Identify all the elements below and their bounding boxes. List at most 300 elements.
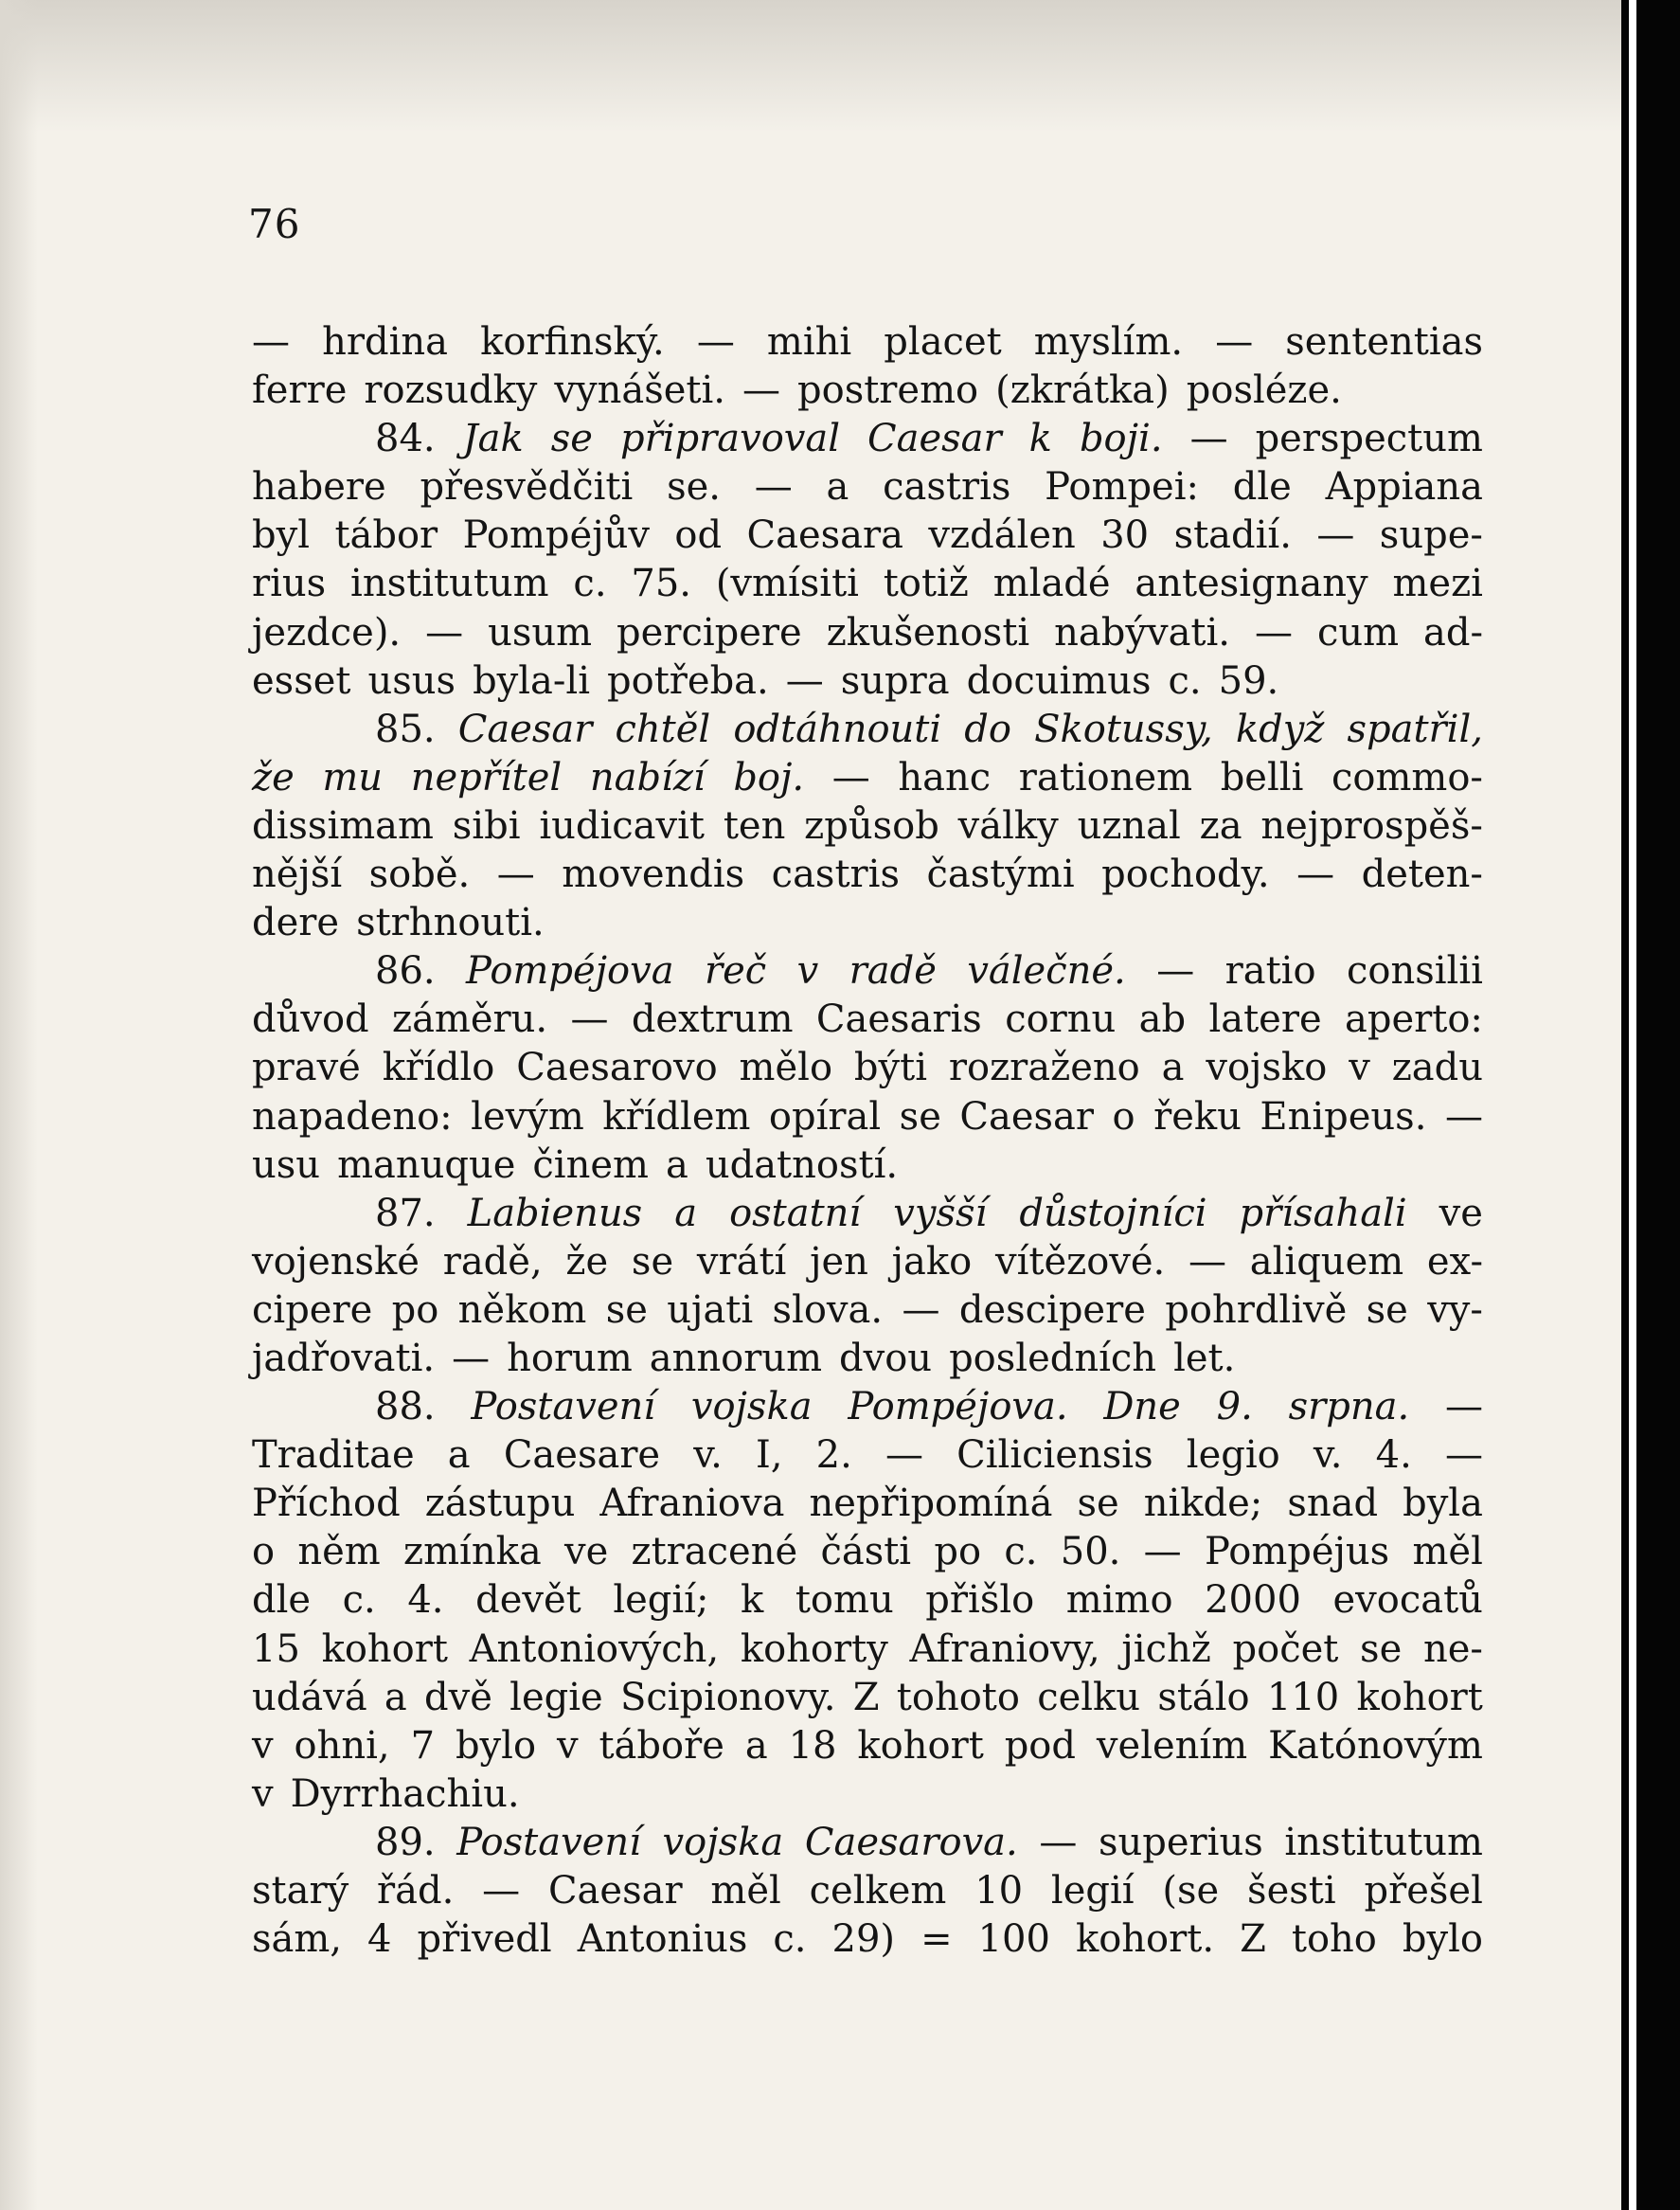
word: Z: [852, 1675, 880, 1719]
word: zkušenosti: [826, 610, 1030, 655]
word: Traditae: [252, 1433, 415, 1478]
word: evocatů: [1332, 1578, 1483, 1623]
word: činem: [532, 1142, 649, 1187]
text-line: [252, 367, 1483, 415]
word: —: [1444, 1094, 1483, 1139]
word: Antoniových,: [469, 1626, 720, 1671]
word: —: [1444, 1385, 1483, 1429]
word: chtěl: [615, 707, 711, 751]
word: devět: [475, 1578, 581, 1623]
word: —: [482, 1869, 521, 1913]
word: do: [964, 707, 1011, 751]
word: křídlo: [382, 1046, 495, 1090]
word: Scipionovy.: [619, 1675, 836, 1719]
word: měl: [710, 1869, 781, 1913]
word: strhnouti.: [356, 901, 545, 945]
word: rationem: [1018, 755, 1193, 800]
word: superius: [1098, 1820, 1263, 1864]
word: Postavení: [456, 1820, 641, 1864]
word: kohort: [1356, 1675, 1483, 1719]
word: rozsudky: [364, 368, 538, 413]
word: bylo: [1402, 1917, 1483, 1962]
word: stadií.: [1173, 513, 1292, 558]
text-line: [252, 415, 1483, 463]
word: vyšší: [893, 1191, 988, 1235]
word: záměru.: [392, 997, 548, 1042]
word: Pompéjův: [462, 513, 650, 558]
word: c.: [573, 562, 607, 606]
word: Caesar: [457, 707, 593, 751]
word: ratio: [1224, 949, 1316, 994]
text-line: [252, 657, 1483, 706]
word: institutum: [350, 562, 549, 606]
text-line: [252, 899, 1483, 947]
word: křídlem: [602, 1094, 751, 1139]
word: radě: [849, 949, 937, 994]
word: commo-: [1331, 755, 1483, 800]
word: byl: [252, 513, 310, 558]
word: Afraniovy,: [909, 1626, 1100, 1671]
word: Pompei:: [1045, 465, 1199, 510]
word: —: [1039, 1820, 1078, 1864]
word: —: [425, 610, 464, 655]
word: I,: [756, 1433, 783, 1478]
word: Appiana: [1325, 465, 1483, 510]
word: Caesar: [867, 417, 1002, 461]
word: způsob: [804, 803, 939, 848]
word: c.: [1168, 658, 1202, 703]
word: Caesaris: [815, 997, 982, 1042]
word: nejprospěš-: [1260, 803, 1483, 848]
word: tábor: [334, 513, 438, 558]
text-line: [252, 318, 1483, 367]
word: přivedl: [417, 1917, 552, 1962]
word: c.: [342, 1578, 376, 1623]
word: mihi: [766, 320, 852, 364]
word: se: [605, 1287, 648, 1332]
word: velením: [1096, 1723, 1248, 1768]
word: movendis: [562, 853, 745, 897]
word: kohort: [321, 1626, 448, 1671]
word: nabízí: [589, 755, 706, 800]
word: Enipeus.: [1260, 1094, 1427, 1139]
word: descipere: [958, 1287, 1146, 1332]
text-line: [252, 609, 1483, 657]
word: Pompéjova.: [848, 1385, 1068, 1429]
word: 2.: [815, 1433, 852, 1478]
word: dere: [252, 901, 340, 945]
text-line: [252, 1480, 1483, 1528]
word: docuimus: [966, 658, 1152, 703]
word: někom: [457, 1287, 587, 1332]
word: manuque: [337, 1142, 516, 1187]
text-line: [252, 706, 1483, 754]
word: válečné.: [967, 949, 1126, 994]
text-line: [252, 1190, 1483, 1238]
word: rozraženo: [948, 1046, 1140, 1090]
word: Postavení: [471, 1385, 656, 1429]
word: 59.: [1218, 658, 1279, 703]
word: tohoto: [896, 1675, 1020, 1719]
word: —: [1296, 853, 1335, 897]
word: ve: [563, 1530, 609, 1574]
word: hanc: [898, 755, 992, 800]
word: snad: [1287, 1482, 1379, 1526]
word: —: [742, 368, 780, 413]
word: 89.: [375, 1820, 436, 1864]
word: usus: [367, 658, 456, 703]
word: pod: [1004, 1723, 1076, 1768]
word: 4.: [407, 1578, 444, 1623]
word: Dyrrhachiu.: [290, 1771, 520, 1816]
text-line: [252, 1867, 1483, 1915]
word: ujati: [667, 1287, 754, 1332]
word: aperto:: [1345, 997, 1483, 1042]
word: v: [556, 1723, 579, 1768]
word: dle: [1232, 465, 1292, 510]
text-line: [252, 1238, 1483, 1286]
word: dvě: [424, 1675, 492, 1719]
word: srpna.: [1288, 1385, 1410, 1429]
word: iudicavit: [539, 803, 705, 848]
word: dle: [252, 1578, 312, 1623]
word: Caesarova.: [804, 1820, 1018, 1864]
word: se: [1366, 1287, 1408, 1332]
word: jadřovati.: [252, 1336, 436, 1380]
word: —: [1215, 320, 1254, 364]
word: —: [1316, 513, 1355, 558]
text-line: [252, 1722, 1483, 1770]
word: se: [1077, 1482, 1119, 1526]
body-text: [252, 318, 1483, 1964]
word: mu: [322, 755, 384, 800]
word: let.: [1173, 1336, 1236, 1380]
word: ohni,: [294, 1723, 390, 1768]
word: vrátí: [696, 1239, 787, 1284]
word: sibi: [452, 803, 521, 848]
word: —: [831, 755, 870, 800]
word: 18: [788, 1723, 837, 1768]
word: mělo: [739, 1046, 833, 1090]
word: a: [1161, 1046, 1185, 1090]
word: zástupu: [424, 1482, 576, 1526]
word: se: [631, 1239, 674, 1284]
word: častými: [926, 853, 1075, 897]
word: ostatní: [729, 1191, 862, 1235]
word: korfinský.: [480, 320, 665, 364]
word: války: [957, 803, 1059, 848]
text-line: [252, 463, 1483, 512]
word: důstojníci: [1019, 1191, 1207, 1235]
word: pohrdlivě: [1165, 1287, 1348, 1332]
word: Caesara: [746, 513, 903, 558]
word: legio: [1186, 1433, 1280, 1478]
text-line: [252, 1383, 1483, 1431]
word: řád.: [377, 1869, 455, 1913]
word: mezi: [1392, 562, 1483, 606]
word: —: [902, 1287, 940, 1332]
word: že: [252, 755, 295, 800]
word: antesignany: [1135, 562, 1368, 606]
word: kohort.: [1075, 1917, 1215, 1962]
word: přešel: [1364, 1869, 1483, 1913]
word: táboře: [599, 1723, 724, 1768]
word: napadeno:: [252, 1094, 453, 1139]
word: udává: [252, 1675, 367, 1719]
word: slova.: [772, 1287, 884, 1332]
word: 110: [1266, 1675, 1340, 1719]
word: hrdina: [322, 320, 448, 364]
word: ne-: [1422, 1626, 1483, 1671]
text-line: [252, 512, 1483, 560]
word: —: [252, 320, 290, 364]
word: (vmísiti: [715, 562, 859, 606]
word: počet: [1232, 1626, 1339, 1671]
text-line: [252, 947, 1483, 996]
word: vojenské: [252, 1239, 420, 1284]
word: Příchod: [252, 1482, 401, 1526]
word: Labienus: [467, 1191, 643, 1235]
word: Caesarovo: [516, 1046, 718, 1090]
text-line: [252, 1335, 1483, 1383]
word: Pompéjova: [466, 949, 674, 994]
word: usum: [488, 610, 593, 655]
word: —: [696, 320, 735, 364]
word: —: [1156, 949, 1195, 994]
word: stálo: [1157, 1675, 1250, 1719]
word: belli: [1220, 755, 1304, 800]
text-line: [252, 1044, 1483, 1092]
word: se: [1360, 1626, 1403, 1671]
word: —: [785, 658, 824, 703]
word: býti: [853, 1046, 927, 1090]
word: 50.: [1060, 1530, 1121, 1574]
word: totiž: [883, 562, 969, 606]
word: a: [826, 465, 849, 510]
word: části: [820, 1530, 912, 1574]
word: že: [565, 1239, 609, 1284]
word: od: [674, 513, 723, 558]
word: nepřipomíná: [809, 1482, 1053, 1526]
word: dissimam: [252, 803, 434, 848]
word: 15: [252, 1626, 300, 1671]
word: zmínka: [403, 1530, 542, 1574]
word: aliquem: [1249, 1239, 1404, 1284]
word: deten-: [1361, 853, 1483, 897]
word: —: [570, 997, 609, 1042]
word: boji.: [1079, 417, 1163, 461]
word: se: [550, 417, 593, 461]
word: (zkrátka): [995, 368, 1170, 413]
word: levým: [471, 1094, 584, 1139]
word: Katónovým: [1268, 1723, 1483, 1768]
word: bylo: [455, 1723, 537, 1768]
word: —: [1444, 1433, 1483, 1478]
word: byla-li: [473, 658, 591, 703]
word: spatřil,: [1347, 707, 1483, 751]
word: toho: [1291, 1917, 1377, 1962]
word: připravoval: [620, 417, 841, 461]
word: Ciliciensis: [956, 1433, 1153, 1478]
word: mimo: [1065, 1578, 1173, 1623]
word: perspectum: [1255, 417, 1483, 461]
word: Caesar: [547, 1869, 683, 1913]
word: 84.: [375, 417, 436, 461]
word: consilii: [1346, 949, 1483, 994]
word: Caesare: [503, 1433, 661, 1478]
word: jen: [810, 1239, 868, 1284]
word: placet: [884, 320, 1002, 364]
word: něm: [297, 1530, 381, 1574]
word: udatností.: [705, 1142, 899, 1187]
word: 100: [977, 1917, 1050, 1962]
word: c.: [1004, 1530, 1038, 1574]
word: celkem: [809, 1869, 947, 1913]
text-line: [252, 1141, 1483, 1190]
word: ve: [1439, 1191, 1483, 1235]
word: k: [1028, 417, 1052, 461]
word: mladé: [992, 562, 1111, 606]
word: 9.: [1216, 1385, 1253, 1429]
word: supe-: [1379, 513, 1483, 558]
word: za: [1199, 803, 1242, 848]
word: dextrum: [631, 997, 794, 1042]
text-line: [252, 1819, 1483, 1867]
word: Pompéjus: [1204, 1530, 1390, 1574]
word: a: [674, 1191, 698, 1235]
word: ztracené: [631, 1530, 798, 1574]
text-line: [252, 996, 1483, 1044]
word: posledních: [949, 1336, 1157, 1380]
word: Afraniova: [599, 1482, 785, 1526]
word: po: [934, 1530, 982, 1574]
word: usu: [252, 1142, 321, 1187]
word: 30: [1100, 513, 1150, 558]
word: Z: [1240, 1917, 1266, 1962]
text-line: [252, 1528, 1483, 1576]
text-line: [252, 1674, 1483, 1722]
word: uznal: [1077, 803, 1181, 848]
word: tomu: [795, 1578, 894, 1623]
word: důvod: [252, 997, 369, 1042]
page-number: 76: [248, 201, 301, 247]
word: v: [252, 1723, 274, 1768]
word: opíral: [768, 1094, 882, 1139]
text-line: [252, 1770, 1483, 1819]
word: —: [754, 465, 793, 510]
word: vojska: [662, 1820, 784, 1864]
word: jezdce).: [252, 610, 402, 655]
word: 4.: [1375, 1433, 1412, 1478]
word: a: [447, 1433, 471, 1478]
word: cornu: [1005, 997, 1117, 1042]
text-line: [252, 802, 1483, 851]
word: o: [1112, 1094, 1135, 1139]
word: vynášeti.: [554, 368, 725, 413]
word: (se: [1162, 1869, 1220, 1913]
word: v: [1349, 1046, 1370, 1090]
word: v.: [693, 1433, 723, 1478]
word: přesvědčiti: [420, 465, 634, 510]
word: vzdálen: [928, 513, 1076, 558]
word: ex-: [1426, 1239, 1483, 1284]
word: esset: [252, 658, 351, 703]
word: a: [384, 1675, 407, 1719]
text-line: [252, 1915, 1483, 1964]
word: řeku: [1153, 1094, 1242, 1139]
word: boj.: [733, 755, 805, 800]
word: zadu: [1391, 1046, 1483, 1090]
word: radě,: [442, 1239, 543, 1284]
word: jako: [891, 1239, 973, 1284]
word: Antonius: [577, 1917, 748, 1962]
word: —: [452, 1336, 491, 1380]
text-line: [252, 1286, 1483, 1335]
text-line: [252, 1626, 1483, 1674]
word: =: [920, 1917, 953, 1962]
word: latere: [1208, 997, 1322, 1042]
scan-edge: [1621, 0, 1680, 2210]
word: 4: [367, 1917, 392, 1962]
word: sobě.: [368, 853, 471, 897]
word: percipere: [617, 610, 802, 655]
word: vojsko: [1206, 1046, 1328, 1090]
word: posléze.: [1186, 368, 1342, 413]
word: ab: [1138, 997, 1187, 1042]
word: —: [1189, 1239, 1227, 1284]
word: 86.: [375, 949, 436, 994]
word: o: [252, 1530, 276, 1574]
word: nější: [252, 853, 343, 897]
word: byla: [1403, 1482, 1483, 1526]
word: sám,: [252, 1917, 343, 1962]
word: řeč: [704, 949, 767, 994]
word: odtáhnouti: [733, 707, 942, 751]
word: rius: [252, 562, 327, 606]
word: dvou: [839, 1336, 933, 1380]
word: ten: [723, 803, 786, 848]
word: se.: [667, 465, 721, 510]
word: 87.: [375, 1191, 436, 1235]
word: nikde;: [1143, 1482, 1263, 1526]
text-line: [252, 754, 1483, 802]
word: Skotussy,: [1034, 707, 1213, 751]
word: 10: [974, 1869, 1024, 1913]
word: k: [741, 1578, 764, 1623]
word: celku: [1037, 1675, 1141, 1719]
text-line: [252, 851, 1483, 899]
word: —: [1189, 417, 1228, 461]
word: Jak: [462, 417, 524, 461]
word: 75.: [631, 562, 691, 606]
word: šesti: [1247, 1869, 1336, 1913]
word: cum: [1316, 610, 1400, 655]
word: legií;: [613, 1578, 709, 1623]
word: ferre: [252, 368, 348, 413]
word: kohorty: [740, 1626, 888, 1671]
word: vy-: [1427, 1287, 1483, 1332]
word: přísahali: [1239, 1191, 1407, 1235]
word: v: [252, 1771, 274, 1816]
word: annorum: [649, 1336, 823, 1380]
word: myslím.: [1033, 320, 1184, 364]
word: legií: [1050, 1869, 1135, 1913]
word: 7: [410, 1723, 436, 1768]
word: se: [899, 1094, 941, 1139]
text-line: [252, 1576, 1483, 1625]
word: vojska: [690, 1385, 813, 1429]
word: v.: [1313, 1433, 1343, 1478]
